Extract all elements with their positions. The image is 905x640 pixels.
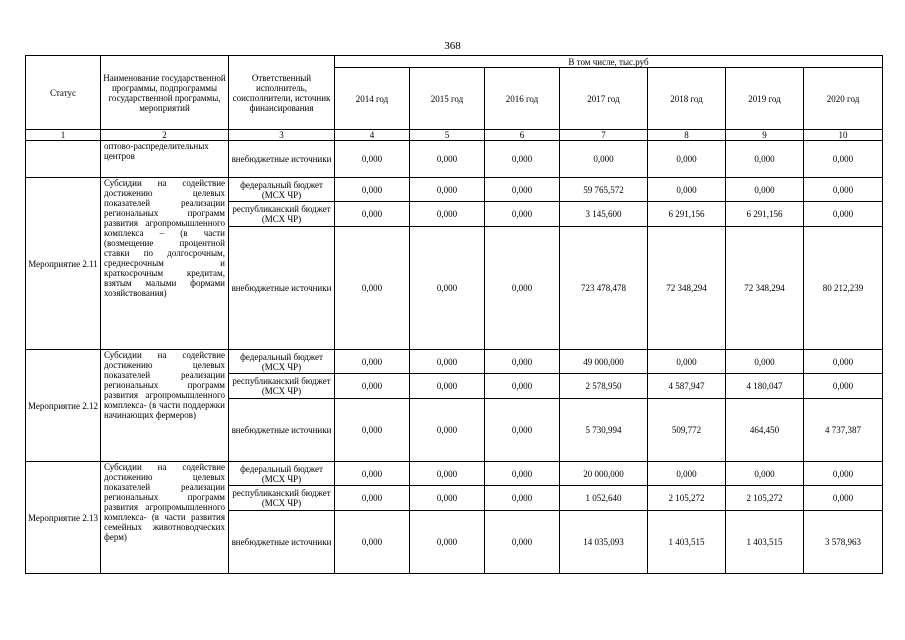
value-cell: 59 765,572 [560,178,648,202]
value-cell: 1 403,515 [648,511,726,574]
value-cell: 0,000 [804,486,883,511]
funding-source: внебюджетные источники [229,399,335,462]
value-cell: 72 348,294 [726,227,804,350]
value-cell: 4 737,387 [804,399,883,462]
value-cell: 0,000 [335,178,410,202]
value-cell: 509,772 [648,399,726,462]
header-year: 2018 год [648,68,726,130]
value-cell: 0,000 [648,462,726,486]
value-cell: 0,000 [485,374,560,399]
header-responsible: Ответственный исполнитель, соисполнители, источник финансирования [229,56,335,130]
value-cell: 80 212,239 [804,227,883,350]
value-cell: 0,000 [485,227,560,350]
value-cell: 0,000 [804,462,883,486]
status-cell: Мероприятие 2.11 [26,178,101,350]
value-cell: 6 291,156 [648,202,726,227]
column-number: 6 [485,130,560,141]
table-row [26,141,883,178]
column-number: 10 [804,130,883,141]
header-status: Статус [26,56,101,130]
value-cell: 0,000 [335,141,410,178]
value-cell: 14 035,093 [560,511,648,574]
value-cell: 0,000 [804,374,883,399]
value-cell: 2 105,272 [726,486,804,511]
value-cell: 0,000 [560,141,648,178]
column-number: 3 [229,130,335,141]
funding-source: внебюджетные источники [229,227,335,350]
header-year: 2019 год [726,68,804,130]
budget-table [25,55,883,574]
header-group: В том числе, тыс.руб [335,56,883,68]
page-number: 368 [444,40,461,52]
header-year: 2016 год [485,68,560,130]
measure-name: Субсидии на содействие достижению целевых показателей реализации региональных программ развития агропромышленного комплекса- (в части поддержки начинающих фермеров) [101,350,229,462]
value-cell: 0,000 [804,178,883,202]
value-cell: 2 578,950 [560,374,648,399]
value-cell: 0,000 [335,486,410,511]
value-cell: 6 291,156 [726,202,804,227]
value-cell: 0,000 [410,178,485,202]
value-cell: 0,000 [410,462,485,486]
value-cell: 0,000 [485,486,560,511]
column-number: 7 [560,130,648,141]
column-number: 1 [26,130,101,141]
value-cell: 0,000 [410,486,485,511]
column-number: 4 [335,130,410,141]
value-cell: 723 478,478 [560,227,648,350]
value-cell: 0,000 [335,462,410,486]
value-cell: 0,000 [485,202,560,227]
column-number: 2 [101,130,229,141]
value-cell: 0,000 [804,141,883,178]
value-cell: 0,000 [410,399,485,462]
status-cell [26,141,101,178]
header-name: Наименование государственной программы, подпрограммы государственной программы, мероприятий [101,56,229,130]
value-cell: 5 730,994 [560,399,648,462]
value-cell: 49 000,000 [560,350,648,374]
value-cell: 0,000 [726,141,804,178]
header-year: 2014 год [335,68,410,130]
measure-name: Субсидии на содействие достижению целевых показателей реализации региональных программ развития агропромышленного комплекса- (в части развития семейных животноводческих ферм) [101,462,229,574]
funding-source: республиканский бюджет (МСХ ЧР) [229,374,335,399]
column-number: 5 [410,130,485,141]
table-row [26,462,883,486]
funding-source: федеральный бюджет (МСХ ЧР) [229,462,335,486]
funding-source: республиканский бюджет (МСХ ЧР) [229,486,335,511]
value-cell: 0,000 [648,178,726,202]
value-cell: 72 348,294 [648,227,726,350]
value-cell: 0,000 [410,202,485,227]
value-cell: 0,000 [335,350,410,374]
column-number: 9 [726,130,804,141]
value-cell: 0,000 [485,178,560,202]
value-cell: 464,450 [726,399,804,462]
value-cell: 0,000 [804,202,883,227]
measure-name: оптово-распределительных центров [101,141,229,178]
value-cell: 0,000 [335,374,410,399]
value-cell: 0,000 [804,350,883,374]
value-cell: 0,000 [410,511,485,574]
value-cell: 0,000 [485,141,560,178]
measure-name: Субсидии на содействие достижению целевых показателей реализации региональных программ развития агропромышленного комплекса – (в части (возмещение процентной ставки по долгосрочным, среднесрочным и краткосрочным кредитам, взятым малыми формами хозяйствования) [101,178,229,350]
value-cell: 0,000 [648,350,726,374]
value-cell: 0,000 [410,374,485,399]
value-cell: 3 578,963 [804,511,883,574]
value-cell: 0,000 [410,227,485,350]
table-row [26,350,883,374]
funding-source: федеральный бюджет (МСХ ЧР) [229,350,335,374]
header-year: 2017 год [560,68,648,130]
value-cell: 1 052,640 [560,486,648,511]
funding-source: республиканский бюджет (МСХ ЧР) [229,202,335,227]
value-cell: 0,000 [726,350,804,374]
value-cell: 0,000 [485,350,560,374]
funding-source: внебюджетные источники [229,511,335,574]
value-cell: 0,000 [410,350,485,374]
value-cell: 3 145,600 [560,202,648,227]
column-number: 8 [648,130,726,141]
value-cell: 0,000 [485,399,560,462]
value-cell: 4 587,947 [648,374,726,399]
value-cell: 20 000,000 [560,462,648,486]
value-cell: 0,000 [726,462,804,486]
value-cell: 0,000 [335,399,410,462]
status-cell: Мероприятие 2.12 [26,350,101,462]
value-cell: 0,000 [648,141,726,178]
value-cell: 0,000 [485,462,560,486]
value-cell: 2 105,272 [648,486,726,511]
header-year: 2015 год [410,68,485,130]
value-cell: 0,000 [485,511,560,574]
table-row [26,178,883,202]
value-cell: 0,000 [335,227,410,350]
status-cell: Мероприятие 2.13 [26,462,101,574]
funding-source: внебюджетные источники [229,141,335,178]
value-cell: 1 403,515 [726,511,804,574]
header-year: 2020 год [804,68,883,130]
funding-source: федеральный бюджет (МСХ ЧР) [229,178,335,202]
value-cell: 0,000 [335,511,410,574]
value-cell: 0,000 [726,178,804,202]
value-cell: 0,000 [335,202,410,227]
value-cell: 0,000 [410,141,485,178]
value-cell: 4 180,047 [726,374,804,399]
